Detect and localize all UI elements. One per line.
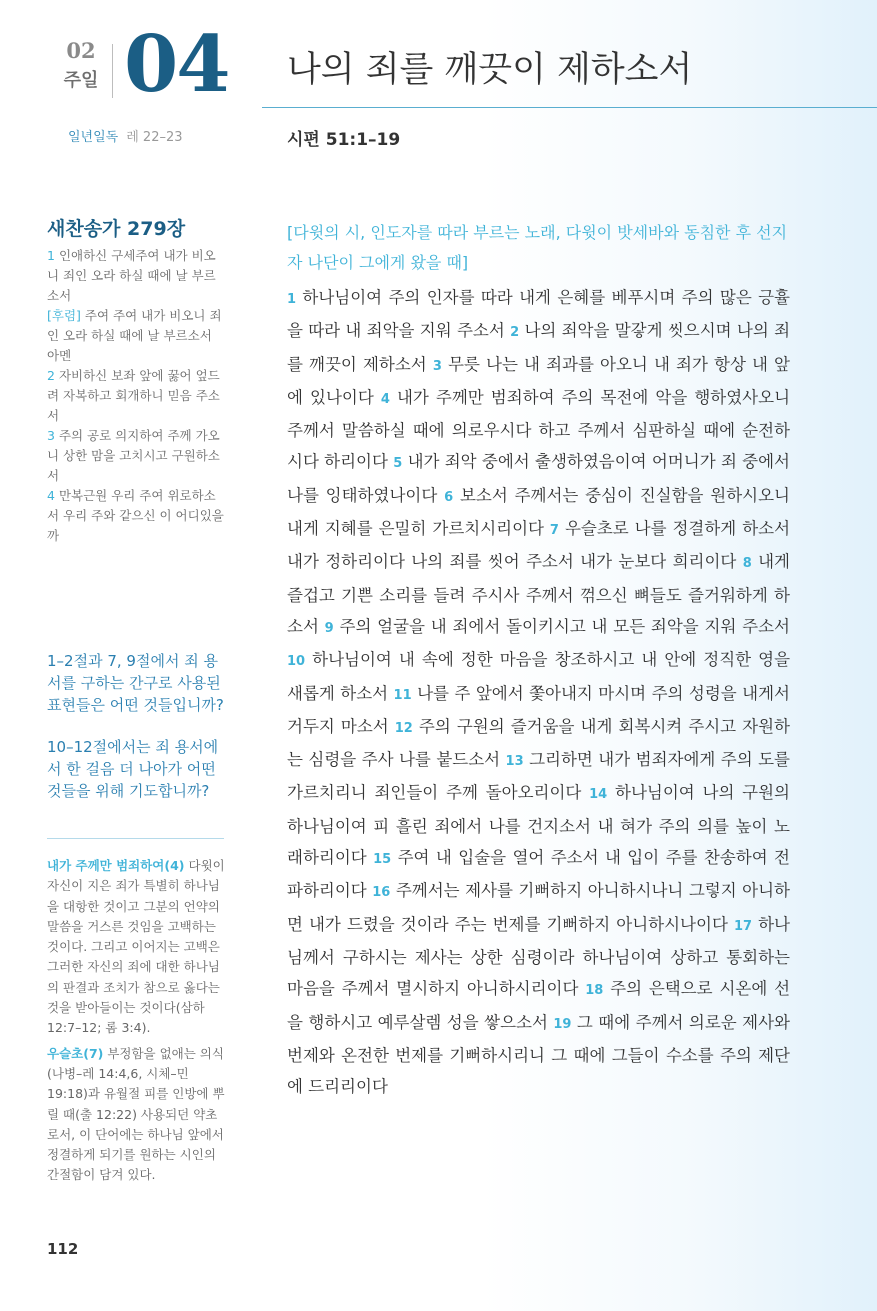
- verse-text: 주여 주여 내가 비오니 죄인 오라 하실 때에 날 부르소서 아멘: [47, 308, 222, 363]
- verse-number: 3: [47, 428, 55, 443]
- verse-number: 8: [742, 556, 752, 572]
- question: 1–2절과 7, 9절에서 죄 용서를 구하는 간구로 사용된 표현들은 어떤 것들입니까?: [47, 652, 224, 714]
- yearly-reading: [68, 126, 183, 145]
- hymn-verse: [47, 426, 227, 486]
- verse-text: 그리하면 내가 범죄자에게 주의 도를 가르치리니 죄인들이 주께 돌아오리이다: [287, 750, 790, 803]
- verse-number: 9: [324, 620, 334, 636]
- study-notes: [47, 856, 227, 1191]
- verse-text: 하나님께서 구하시는 제사는 상한 심령이라 하나님이여 상하고 통회하는 마음을 주께서 멸시하지 아니하시리이다: [287, 914, 790, 999]
- day-number: 04: [124, 19, 229, 110]
- verse-text: 주의 얼굴을 내 죄에서 돌이키시고 내 모든 죄악을 지워 주소서: [339, 616, 790, 636]
- verse-number: 12: [394, 720, 413, 736]
- yearly-reading-ref: 레 22–23: [126, 130, 183, 145]
- verse-number: 11: [393, 687, 412, 703]
- note-term: 우슬초(7): [47, 1045, 104, 1061]
- verse-text: 하나님이여 내 속에 정한 마음을 창조하시고 내 안에 정직한 영을 새롭게 하소서: [287, 650, 791, 703]
- verse-number: 14: [589, 787, 608, 803]
- verse-number: 17: [733, 918, 753, 934]
- verse-number: 1: [287, 292, 297, 307]
- verse-text: 무릇 나는 내 죄과를 아오니 내 죄가 항상 내 앞에 있나이다: [287, 354, 790, 407]
- weekday-label: 주일: [63, 70, 99, 91]
- question: 10–12절에서는 죄 용서에서 한 걸음 더 나아가 어떤 것들을 위해 기도합니까?: [47, 738, 219, 800]
- verse-number: 2: [47, 368, 55, 383]
- verse-text: 내가 죄악 중에서 출생하였음이여 어머니가 죄 중에서 나를 잉태하였나이다: [287, 452, 790, 505]
- chorus-tag: [후렴]: [47, 308, 81, 323]
- note-text: 부정함을 없애는 의식(나병–레 14:4,6, 시체–민 19:18)과 유월절 피를 인방에 뿌릴 때(출 12:22) 사용되던 약초로서, 이 단어에는 하나님 앞에서 정결하게 되기를 원하는 시인의 간절함이 담겨 있다.: [47, 1045, 225, 1183]
- verse-number: 4: [380, 391, 390, 407]
- verse-number: 16: [372, 885, 391, 901]
- verse-number: 6: [444, 489, 454, 505]
- verse-number: 5: [393, 456, 403, 472]
- verse-text: 자비하신 보좌 앞에 꿇어 엎드려 자복하고 회개하니 믿음 주소서: [47, 368, 220, 423]
- note: [47, 1044, 227, 1186]
- notes-divider: [47, 838, 224, 839]
- verse-number: 15: [373, 852, 392, 868]
- header-divider: [112, 44, 113, 98]
- verse-number: 4: [47, 488, 55, 503]
- scripture-text: [287, 282, 790, 1102]
- note: [47, 856, 227, 1039]
- psalm-superscription: [다윗의 시, 인도자를 따라 부르는 노래, 다윗이 밧세바와 동침한 후 선지자 나단이 그에게 왔을 때]: [287, 223, 788, 272]
- verse-number: 18: [585, 983, 604, 999]
- hymn-lyrics: [47, 246, 227, 546]
- verse-text: 내가 주께만 범죄하여 주의 목전에 악을 행하였사오니 주께서 말씀하실 때에 의로우시다 하고 주께서 심판하실 때에 순전하시다 하리이다: [287, 387, 791, 472]
- hymn-title: 새찬송가 279장: [47, 218, 186, 240]
- verse-text: 나를 주 앞에서 쫓아내지 마시며 주의 성령을 내게서 거두지 마소서: [287, 683, 790, 736]
- verse-text: 하나님이여 주의 인자를 따라 내게 은혜를 베푸시며 주의 많은 긍휼을 따라 내 죄악을 지워 주소서: [287, 288, 790, 341]
- verse-text: 하나님이여 나의 구원의 하나님이여 피 흘린 죄에서 나를 건지소서 내 혀가 주의 의를 높이 노래하리이다: [287, 783, 791, 868]
- hymn-verse: [47, 246, 227, 306]
- verse-text: 주께서는 제사를 기뻐하지 아니하시나니 그렇지 아니하면 내가 드렸을 것이라 주는 번제를 기뻐하지 아니하시나이다: [287, 881, 790, 934]
- date-block: [58, 38, 104, 98]
- hymn-verse: [47, 486, 227, 546]
- page-title: 나의 죄를 깨끗이 제하소서: [287, 50, 693, 90]
- verse-number: 10: [287, 654, 306, 670]
- verse-text: 만복근원 우리 주여 위로하소서 우리 주와 같으신 이 어디있을까: [47, 488, 224, 543]
- hymn-chorus: [47, 306, 227, 366]
- verse-text: 나의 죄악을 말갛게 씻으시며 나의 죄를 깨끗이 제하소서: [287, 321, 791, 374]
- month-number: 02: [66, 38, 96, 63]
- reflection-questions: [47, 650, 229, 822]
- verse-text: 주의 은택으로 시온에 선을 행하시고 예루살렘 성을 쌓으소서: [287, 979, 791, 1032]
- verse-number: 2: [510, 325, 520, 341]
- note-term: 내가 주께만 범죄하여(4): [47, 858, 185, 873]
- yearly-reading-label: 일년일독: [68, 130, 119, 145]
- verse-text: 주여 내 입술을 열어 주소서 내 입이 주를 찬송하여 전파하리이다: [287, 848, 790, 901]
- verse-number: 3: [432, 358, 442, 374]
- verse-text: 주의 구원의 즐거움을 내게 회복시켜 주시고 자원하는 심령을 주사 나를 붙드소서: [287, 716, 790, 770]
- verse-text: 주의 공로 의지하여 주께 가오니 상한 맘을 고치시고 구원하소서: [47, 428, 220, 483]
- hymn-verse: [47, 366, 227, 426]
- title-underline: [262, 107, 877, 108]
- verse-text: 내게 즐겁고 기쁜 소리를 들려 주시사 주께서 꺾으신 뼈들도 즐거워하게 하소서: [287, 552, 790, 636]
- verse-text: 보소서 주께서는 중심이 진실함을 원하시오니 내게 지혜를 은밀히 가르치시리이다: [287, 485, 790, 539]
- verse-text: 그 때에 주께서 의로운 제사와 번제와 온전한 번제를 기뻐하시리니 그 때에 그들이 수소를 주의 제단에 드리리이다: [287, 1012, 790, 1097]
- verse-number: 19: [553, 1016, 572, 1032]
- verse-number: 7: [549, 523, 559, 539]
- note-text: 다윗이 자신이 지은 죄가 특별히 하나님을 대항한 것이고 그분의 언약의 말씀을 거스른 것임을 고백하는 것이다. 그리고 이어지는 고백은 그러한 자신의 죄에 대한 하나님의 판결과 조치가 참으로 옳다는 것을 받아들이는 것이다(삼하 12:7–12; 롬 3:4).: [47, 858, 225, 1036]
- page-number: 112: [47, 1240, 79, 1258]
- verse-number: 1: [47, 248, 55, 263]
- verse-text: 우슬초로 나를 정결하게 하소서 내가 정하리이다 나의 죄를 씻어 주소서 내가 눈보다 희리이다: [287, 519, 791, 572]
- verse-text: 인애하신 구세주여 내가 비오니 죄인 오라 하실 때에 날 부르소서: [47, 248, 216, 303]
- verse-number: 13: [505, 754, 524, 770]
- passage-reference: 시편 51:1–19: [287, 130, 401, 150]
